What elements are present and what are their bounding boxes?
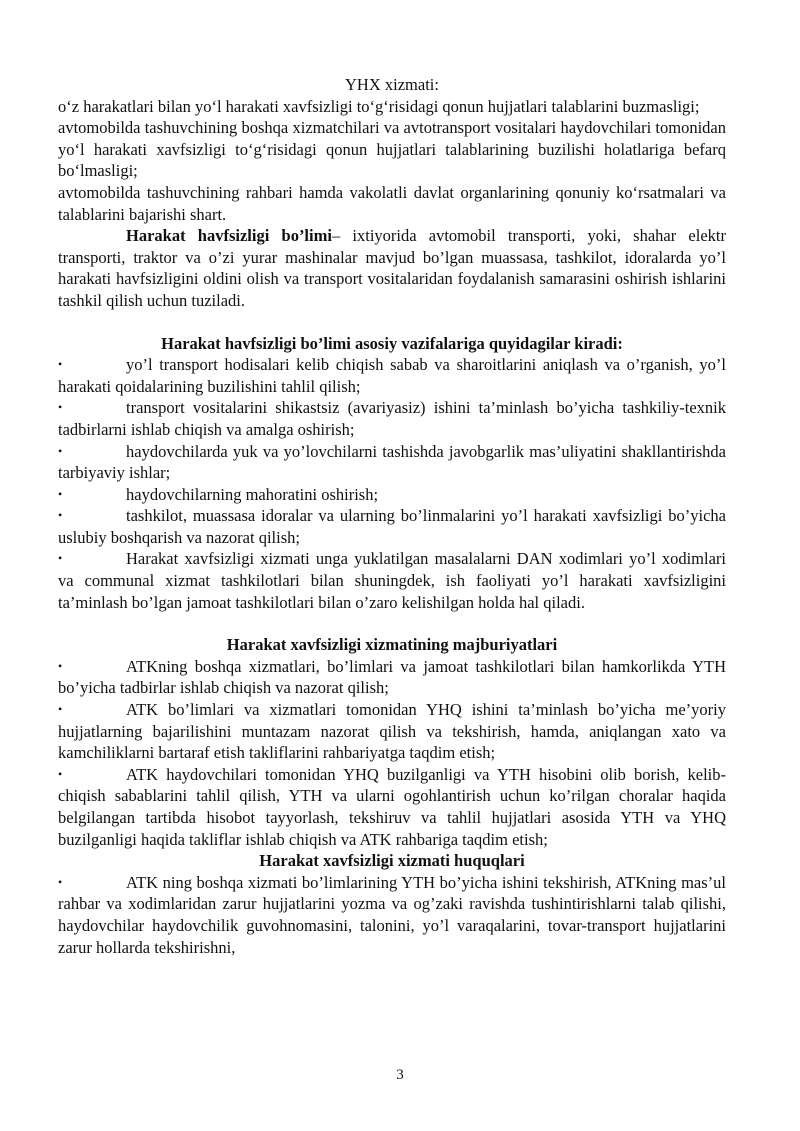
bullet-icon: • (58, 658, 63, 673)
bullet-icon: • (58, 766, 63, 781)
bullet-icon: • (58, 486, 63, 501)
intro-line: avtomobilda tashuvchining boshqa xizmatchilari va avtotransport vositalari haydovchilari tomonidan yo‘l harakati xavfsizligi to‘g‘risidagi qonun hujjatlari talablarining buzilishi holatlariga befarq bo‘lmasligi; (58, 118, 726, 181)
section-intro-bold: Harakat havfsizligi bo’limi (126, 226, 332, 246)
list-item (58, 441, 726, 484)
list-item (58, 354, 726, 397)
list-item-text: ATKning boshqa xizmatlari, bo’limlari va jamoat tashkilotlari bilan hamkorlikda YTH bo’yicha tadbirlar ishlab chiqish va nazorat qilish; (58, 656, 726, 698)
bullet-icon: • (58, 443, 63, 458)
page-number: 3 (396, 1067, 404, 1083)
bullet-icon: • (58, 702, 63, 717)
list-item-text: ATK ning boshqa xizmati bo’limlarining YTH bo’yicha ishini tekshirish, ATKning mas’ul rahbar va xodimlaridan zarur hujjatlarini yozma va og’zaki ravishda tushintirishlarni talab qilishi, haydovchilar haydovchilik guvohnomasini, talonini, yo’l varaqalarini, tovar-transport hujjatlarini zarur hollarda tekshirishni, (58, 872, 726, 957)
bullet-icon: • (58, 551, 63, 566)
list-item (58, 872, 726, 958)
section-heading: Harakat xavfsizligi xizmati huquqlari (259, 851, 525, 871)
section-heading: Harakat havfsizligi bo’limi asosiy vazifalariga quyidagilar kiradi: (161, 333, 623, 353)
list-item-text: ATK haydovchilari tomonidan YHQ buzilganligi va YTH hisobini olib borish, kelib-chiqish sabablarini tahlil qilish, YTH va ularni ogohlantirish uchun ko’rilgan choralar haqida belgilangan tartibda hisobot tayyorlash, tekshiruv va tahlil hujjatlari asosida YTH va YHQ buzilganligi haqida takliflar ishlab chiqish va ATK rahbariga taqdim etish; (58, 764, 726, 849)
intro-line: avtomobilda tashuvchining rahbari hamda vakolatli davlat organlarining qonuniy ko‘rsatmalari va talablarini bajarishi shart. (58, 182, 726, 224)
list-item-text: ATK bo’limlari va xizmatlari tomonidan YHQ ishini ta’minlash bo’yicha me’yoriy hujjatlarning bajarilishini muntazam nazorat qilish va tekshirish, hamda, aniqlangan xato va kamchiliklarni bartaraf etish takliflarini rahbariyatga taqdim etish; (58, 700, 726, 763)
list-item (58, 548, 726, 613)
list-item (58, 484, 726, 506)
list-item-text: transport vositalarini shikastsiz (avariyasiz) ishini ta’minlash bo’yicha tashkiliy-texnik tadbirlarni ishlab chiqish va amalga oshirish; (58, 398, 726, 439)
intro-line: o‘z harakatlari bilan yo‘l harakati xavfsizligi to‘g‘risidagi qonun hujjatlari talablarini buzmasligi; (58, 96, 700, 116)
list-item-text: tashkilot, muassasa idoralar va ularning bo’linmalarini yo’l harakati xavfsizligi bo’yicha uslubiy boshqarish va nazorat qilish; (58, 506, 726, 547)
bullet-icon: • (58, 508, 63, 523)
list-item-text: yo’l transport hodisalari kelib chiqish sabab va sharoitlarini aniqlash va o’rganish, yo’l harakati qoidalarining buzilishini tahlil qilish; (58, 355, 726, 396)
list-item (58, 699, 726, 764)
list-item-text: haydovchilarda yuk va yo’lovchilarni tashishda javobgarlik mas’uliyatini shakllantirishda tarbiyaviy ishlar; (58, 441, 726, 483)
section-intro-paragraph (58, 225, 726, 311)
list-item-text: Harakat xavfsizligi xizmati unga yuklatilgan masalalarni DAN xodimlari yo’l xodimlari va communal xizmat tashkilotlari bilan shuningdek, ish faoliyati yo’l harakati xavfsizligini ta’minlash bo’lgan jamoat tashkilotlari bilan o’zaro kelishilgan holda hal qiladi. (58, 549, 726, 612)
list-item (58, 505, 726, 548)
bullet-icon: • (58, 357, 63, 372)
section-heading: Harakat xavfsizligi xizmatining majburiyatlari (226, 635, 558, 655)
list-item (58, 397, 726, 440)
list-item (58, 656, 726, 699)
list-item (58, 764, 726, 850)
top-title: YHX xizmati: (345, 75, 439, 94)
list-item-text: haydovchilarning mahoratini oshirish; (126, 484, 379, 504)
section-intro-text: – ixtiyorida avtomobil transporti, yoki, shahar elektr transporti, traktor va o’zi yurar mashinalar mavjud bo’lgan muassasa, tashkilot, idoralarda yo’l harakati havfsizligini oldini olish va transport vositalaridan foydalanish samarasini oshirish ishlarini tashkil qilish uchun tuziladi. (58, 226, 726, 310)
bullet-icon: • (58, 874, 63, 889)
page-content (58, 74, 726, 958)
bullet-icon: • (58, 400, 63, 415)
